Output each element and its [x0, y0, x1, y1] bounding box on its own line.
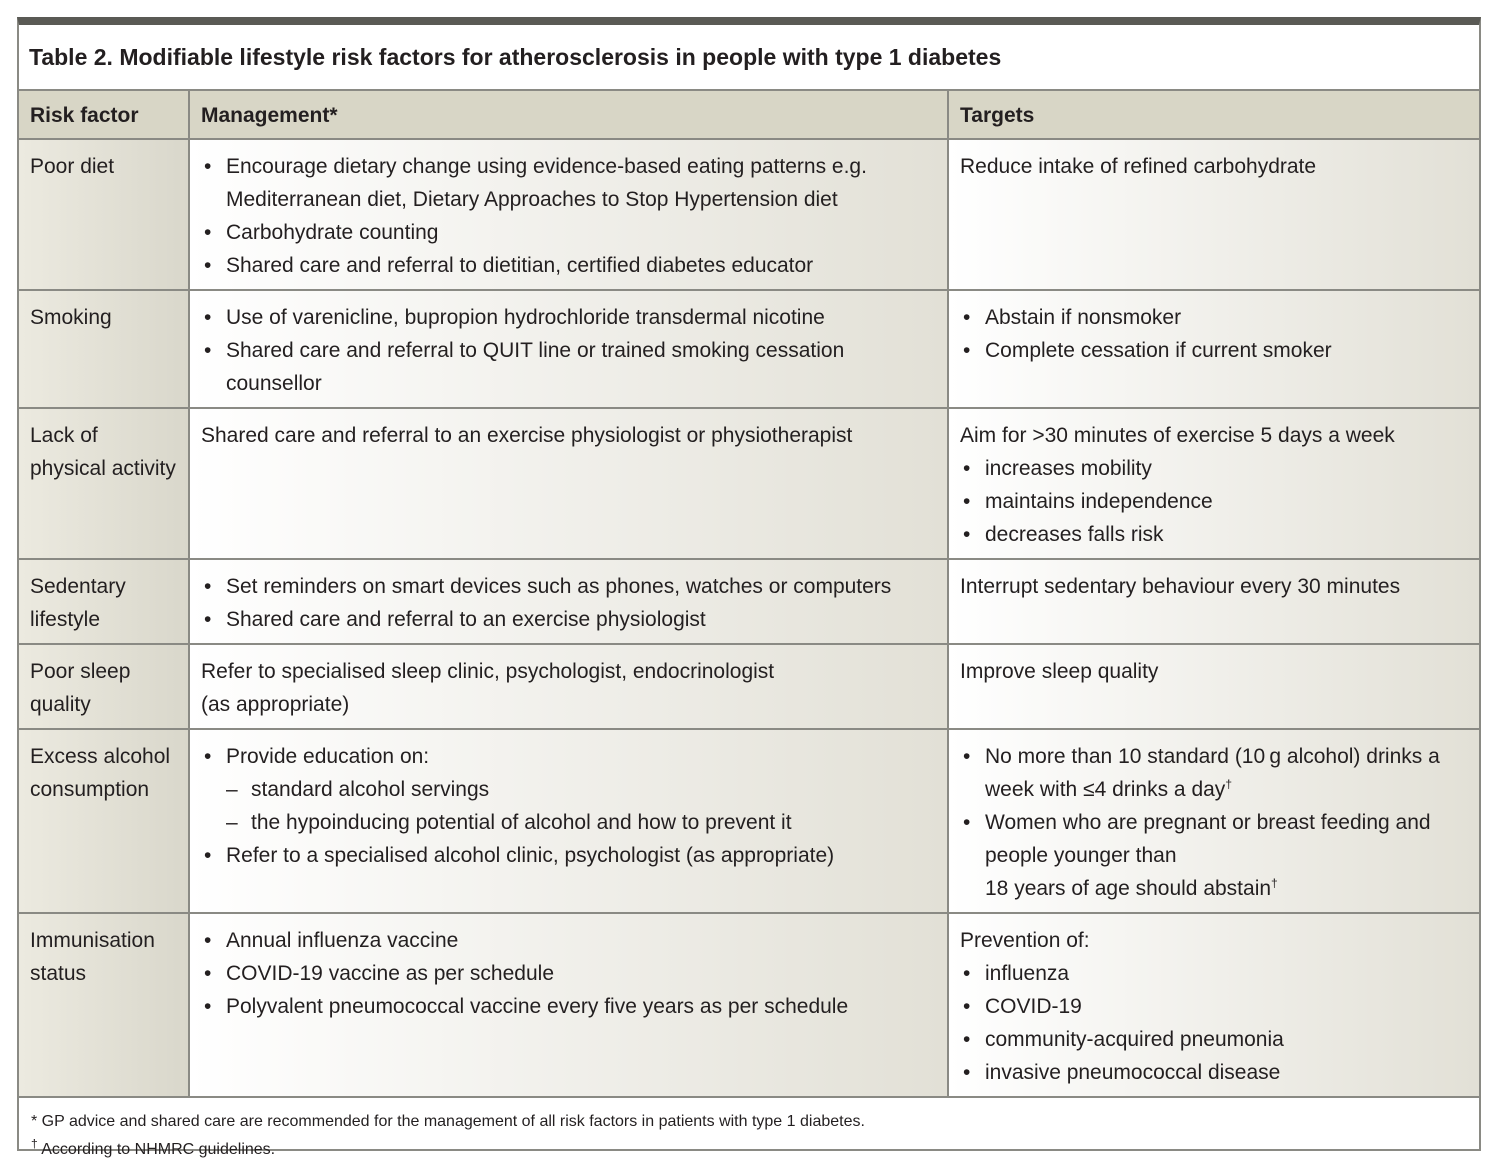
- list-item: • influenza: [960, 957, 1469, 990]
- list-item: • Annual influenza vaccine: [201, 924, 937, 957]
- list-item: • COVID-19 vaccine as per schedule: [201, 957, 937, 990]
- list-item: • Shared care and referral to QUIT line or trained smoking cessation counsellor: [201, 334, 937, 400]
- risk-factor-cell: Poor sleep quality: [19, 644, 189, 729]
- management-cell: [189, 913, 948, 1097]
- targets-intro: Aim for >30 minutes of exercise 5 days a week: [960, 424, 1395, 447]
- management-cell: Shared care and referral to an exercise physiologist or physiotherapist: [189, 408, 948, 559]
- header-management: Management*: [189, 91, 948, 139]
- list-item: [201, 740, 937, 839]
- target-text: No more than 10 standard (10 g alcohol) drinks a week with ≤4 drinks a day: [985, 745, 1440, 801]
- table-frame: [17, 17, 1481, 1158]
- list-item: • Refer to a specialised alcohol clinic, psychologist (as appropriate): [201, 839, 937, 872]
- list-item: • community-acquired pneumonia: [960, 1023, 1469, 1056]
- management-cell: [189, 729, 948, 913]
- dagger-mark: †: [1225, 777, 1232, 791]
- list-item: • decreases falls risk: [960, 518, 1469, 551]
- management-sublist: [226, 773, 937, 839]
- risk-factor-cell: Excess alcohol consumption: [19, 729, 189, 913]
- list-item: • Shared care and referral to an exercise physiologist: [201, 603, 937, 636]
- footnote-dagger-text: According to NHMRC guidelines.: [37, 1141, 276, 1158]
- table-row: [19, 729, 1479, 913]
- risk-factor-table: [19, 91, 1479, 1098]
- management-list: [201, 570, 937, 636]
- list-item: • Complete cessation if current smoker: [960, 334, 1469, 367]
- targets-list: [960, 301, 1469, 367]
- management-list: [201, 924, 937, 1023]
- footnote-star: * GP advice and shared care are recommended for the management of all risk factors in patients with type 1 diabetes.: [31, 1113, 865, 1130]
- dagger-mark: †: [31, 1136, 38, 1151]
- list-item: • Shared care and referral to dietitian, certified diabetes educator: [201, 249, 937, 282]
- management-cell: [189, 139, 948, 290]
- list-item: [960, 806, 1469, 905]
- table-row: [19, 644, 1479, 729]
- management-cell: [189, 290, 948, 408]
- management-list: [201, 150, 937, 282]
- sublist-item: – the hypoinducing potential of alcohol and how to prevent it: [226, 806, 937, 839]
- footnote-dagger: [31, 1136, 1469, 1164]
- targets-cell: Interrupt sedentary behaviour every 30 minutes: [948, 559, 1479, 644]
- targets-list: [960, 740, 1469, 905]
- targets-cell: Reduce intake of refined carbohydrate: [948, 139, 1479, 290]
- table-title: Table 2. Modifiable lifestyle risk factors for atherosclerosis in people with type 1 diabetes: [19, 25, 1479, 91]
- targets-cell: [948, 408, 1479, 559]
- list-item: • Polyvalent pneumococcal vaccine every five years as per schedule: [201, 990, 937, 1023]
- dagger-mark: †: [1271, 876, 1278, 890]
- table-row: [19, 139, 1479, 290]
- header-targets: Targets: [948, 91, 1479, 139]
- target-text: Women who are pregnant or breast feeding and people younger than: [985, 811, 1431, 867]
- list-item: • COVID-19: [960, 990, 1469, 1023]
- management-line: (as appropriate): [201, 693, 350, 716]
- risk-factor-cell: Lack of physical activity: [19, 408, 189, 559]
- targets-cell: [948, 290, 1479, 408]
- list-item: • maintains independence: [960, 485, 1469, 518]
- management-list: [201, 301, 937, 400]
- management-list: [201, 740, 937, 872]
- sublist-item: – standard alcohol servings: [226, 773, 937, 806]
- targets-list: [960, 452, 1469, 551]
- risk-factor-cell: Sedentary lifestyle: [19, 559, 189, 644]
- table-row: [19, 290, 1479, 408]
- header-row: [19, 91, 1479, 139]
- target-text: 18 years of age should abstain: [985, 877, 1272, 900]
- list-item: • Carbohydrate counting: [201, 216, 937, 249]
- list-item: [960, 740, 1469, 806]
- management-cell: [189, 559, 948, 644]
- table-footnotes: [19, 1098, 1479, 1170]
- list-item: • Use of varenicline, bupropion hydrochloride transdermal nicotine: [201, 301, 937, 334]
- risk-factor-cell: Smoking: [19, 290, 189, 408]
- table-row: [19, 408, 1479, 559]
- risk-factor-cell: Immunisation status: [19, 913, 189, 1097]
- targets-cell: [948, 913, 1479, 1097]
- list-item: • Abstain if nonsmoker: [960, 301, 1469, 334]
- targets-cell: [948, 729, 1479, 913]
- header-risk-factor: Risk factor: [19, 91, 189, 139]
- table-row: [19, 913, 1479, 1097]
- targets-list: [960, 957, 1469, 1089]
- list-item: • increases mobility: [960, 452, 1469, 485]
- table-row: [19, 559, 1479, 644]
- management-cell: [189, 644, 948, 729]
- management-line: Refer to specialised sleep clinic, psychologist, endocrinologist: [201, 660, 775, 683]
- management-intro: Provide education on:: [226, 745, 430, 768]
- targets-intro: Prevention of:: [960, 929, 1090, 952]
- risk-factor-cell: Poor diet: [19, 139, 189, 290]
- targets-cell: Improve sleep quality: [948, 644, 1479, 729]
- list-item: • Set reminders on smart devices such as phones, watches or computers: [201, 570, 937, 603]
- list-item: • invasive pneumococcal disease: [960, 1056, 1469, 1089]
- list-item: • Encourage dietary change using evidence-based eating patterns e.g. Mediterranean diet, Dietary Approaches to Stop Hypertension diet: [201, 150, 937, 216]
